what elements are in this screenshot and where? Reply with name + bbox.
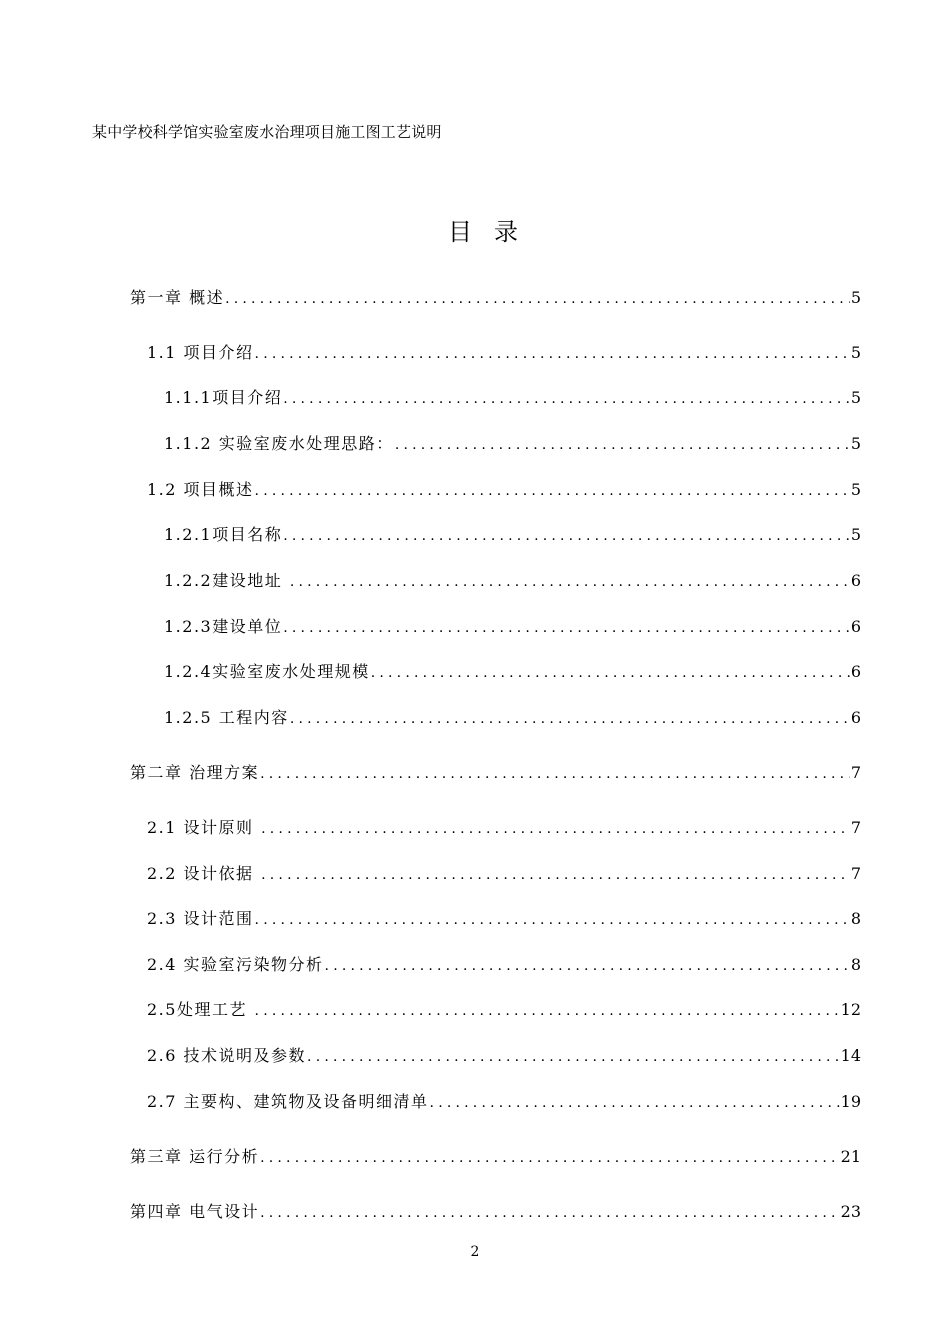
- toc-dot-leader: [255, 346, 850, 362]
- toc-dot-leader: [255, 483, 850, 499]
- toc-entry-label: 1.2.5 工程内容: [164, 708, 289, 727]
- toc-entry-1-2-2[interactable]: [164, 568, 861, 592]
- toc-entry-chapter-3[interactable]: [130, 1144, 861, 1168]
- toc-entry-label: 1.1.2 实验室废水处理思路：: [164, 434, 394, 453]
- toc-dot-leader: [283, 620, 850, 636]
- page-number: 2: [470, 1244, 480, 1260]
- toc-dot-leader: [430, 1095, 840, 1111]
- toc-dot-leader: [255, 912, 850, 928]
- toc-entry-1-1-2[interactable]: [164, 431, 861, 455]
- toc-dot-leader: [371, 665, 850, 681]
- toc-entry-page: 5: [850, 434, 861, 453]
- toc-entry-label: 第二章 治理方案: [130, 763, 260, 782]
- toc-entry-1-2[interactable]: [147, 477, 861, 501]
- toc-dot-leader: [260, 1205, 840, 1221]
- toc-entry-2-6[interactable]: [147, 1043, 861, 1067]
- toc-entry-page: 8: [850, 955, 861, 974]
- toc-entry-2-5[interactable]: [147, 997, 861, 1021]
- toc-entry-page: 23: [840, 1202, 861, 1221]
- toc-dot-leader: [260, 766, 850, 782]
- toc-entry-2-1[interactable]: [147, 815, 861, 839]
- toc-entry-1-1[interactable]: [147, 340, 861, 364]
- toc-entry-label: 1.1.1项目介绍: [164, 388, 283, 407]
- toc-dot-leader: [290, 711, 850, 727]
- toc-dot-leader: [261, 867, 850, 883]
- toc-entry-label: 2.6 技术说明及参数: [147, 1046, 307, 1065]
- toc-entry-page: 5: [850, 388, 861, 407]
- toc-entry-1-1-1[interactable]: [164, 385, 861, 409]
- toc-entry-label: 2.5处理工艺: [147, 1000, 254, 1019]
- toc-entry-page: 6: [850, 571, 861, 590]
- toc-entry-label: 第三章 运行分析: [130, 1147, 260, 1166]
- toc-entry-label: 第四章 电气设计: [130, 1202, 260, 1221]
- toc-entry-page: 21: [840, 1147, 861, 1166]
- toc-dot-leader: [325, 958, 850, 974]
- toc-entry-label: 2.4 实验室污染物分析: [147, 955, 324, 974]
- toc-entry-page: 7: [850, 763, 861, 782]
- toc-entry-label: 1.2.2建设地址: [164, 571, 289, 590]
- toc-entry-label: 2.1 设计原则: [147, 818, 261, 837]
- toc-entry-page: 6: [850, 617, 861, 636]
- toc-entry-page: 19: [840, 1092, 861, 1111]
- toc-entry-2-4[interactable]: [147, 952, 861, 976]
- toc-entry-page: 14: [840, 1046, 861, 1065]
- toc-dot-leader: [307, 1049, 840, 1065]
- document-header: 某中学校科学馆实验室废水治理项目施工图工艺说明: [92, 123, 442, 141]
- toc-entry-page: 5: [850, 343, 861, 362]
- toc-dot-leader: [290, 574, 850, 590]
- toc-entry-label: 2.3 设计范围: [147, 909, 254, 928]
- toc-entry-1-2-5[interactable]: [164, 705, 861, 729]
- toc-entry-label: 2.2 设计依据: [147, 864, 261, 883]
- toc-entry-1-2-1[interactable]: [164, 522, 861, 546]
- toc-entry-1-2-3[interactable]: [164, 614, 861, 638]
- toc-entry-page: 7: [850, 818, 861, 837]
- toc-dot-leader: [395, 437, 850, 453]
- toc-entry-chapter-1[interactable]: [130, 285, 861, 309]
- toc-dot-leader: [260, 1150, 840, 1166]
- toc-entry-label: 1.2.3建设单位: [164, 617, 283, 636]
- toc-title: 目录: [448, 218, 540, 246]
- toc-dot-leader: [283, 528, 850, 544]
- toc-entry-1-2-4[interactable]: [164, 659, 861, 683]
- toc-entry-chapter-4[interactable]: [130, 1199, 861, 1223]
- toc-entry-page: 5: [850, 288, 861, 307]
- toc-entry-page: 7: [850, 864, 861, 883]
- toc-entry-chapter-2[interactable]: [130, 760, 861, 784]
- toc-entry-2-7[interactable]: [147, 1089, 861, 1113]
- toc-entry-label: 1.2 项目概述: [147, 480, 254, 499]
- toc-entry-2-2[interactable]: [147, 861, 861, 885]
- toc-entry-page: 5: [850, 480, 861, 499]
- toc-entry-page: 8: [850, 909, 861, 928]
- toc-entry-page: 6: [850, 708, 861, 727]
- toc-entry-label: 1.2.1项目名称: [164, 525, 283, 544]
- toc-entry-label: 2.7 主要构、建筑物及设备明细清单: [147, 1092, 429, 1111]
- toc-entry-page: 12: [840, 1000, 861, 1019]
- toc-entry-label: 1.2.4实验室废水处理规模: [164, 662, 370, 681]
- toc-dot-leader: [283, 391, 850, 407]
- toc-entry-page: 6: [850, 662, 861, 681]
- toc-dot-leader: [261, 821, 850, 837]
- toc-entry-label: 1.1 项目介绍: [147, 343, 254, 362]
- toc-entry-2-3[interactable]: [147, 906, 861, 930]
- toc-entry-page: 5: [850, 525, 861, 544]
- toc-entry-label: 第一章 概述: [130, 288, 225, 307]
- toc-dot-leader: [255, 1003, 840, 1019]
- toc-dot-leader: [225, 291, 850, 307]
